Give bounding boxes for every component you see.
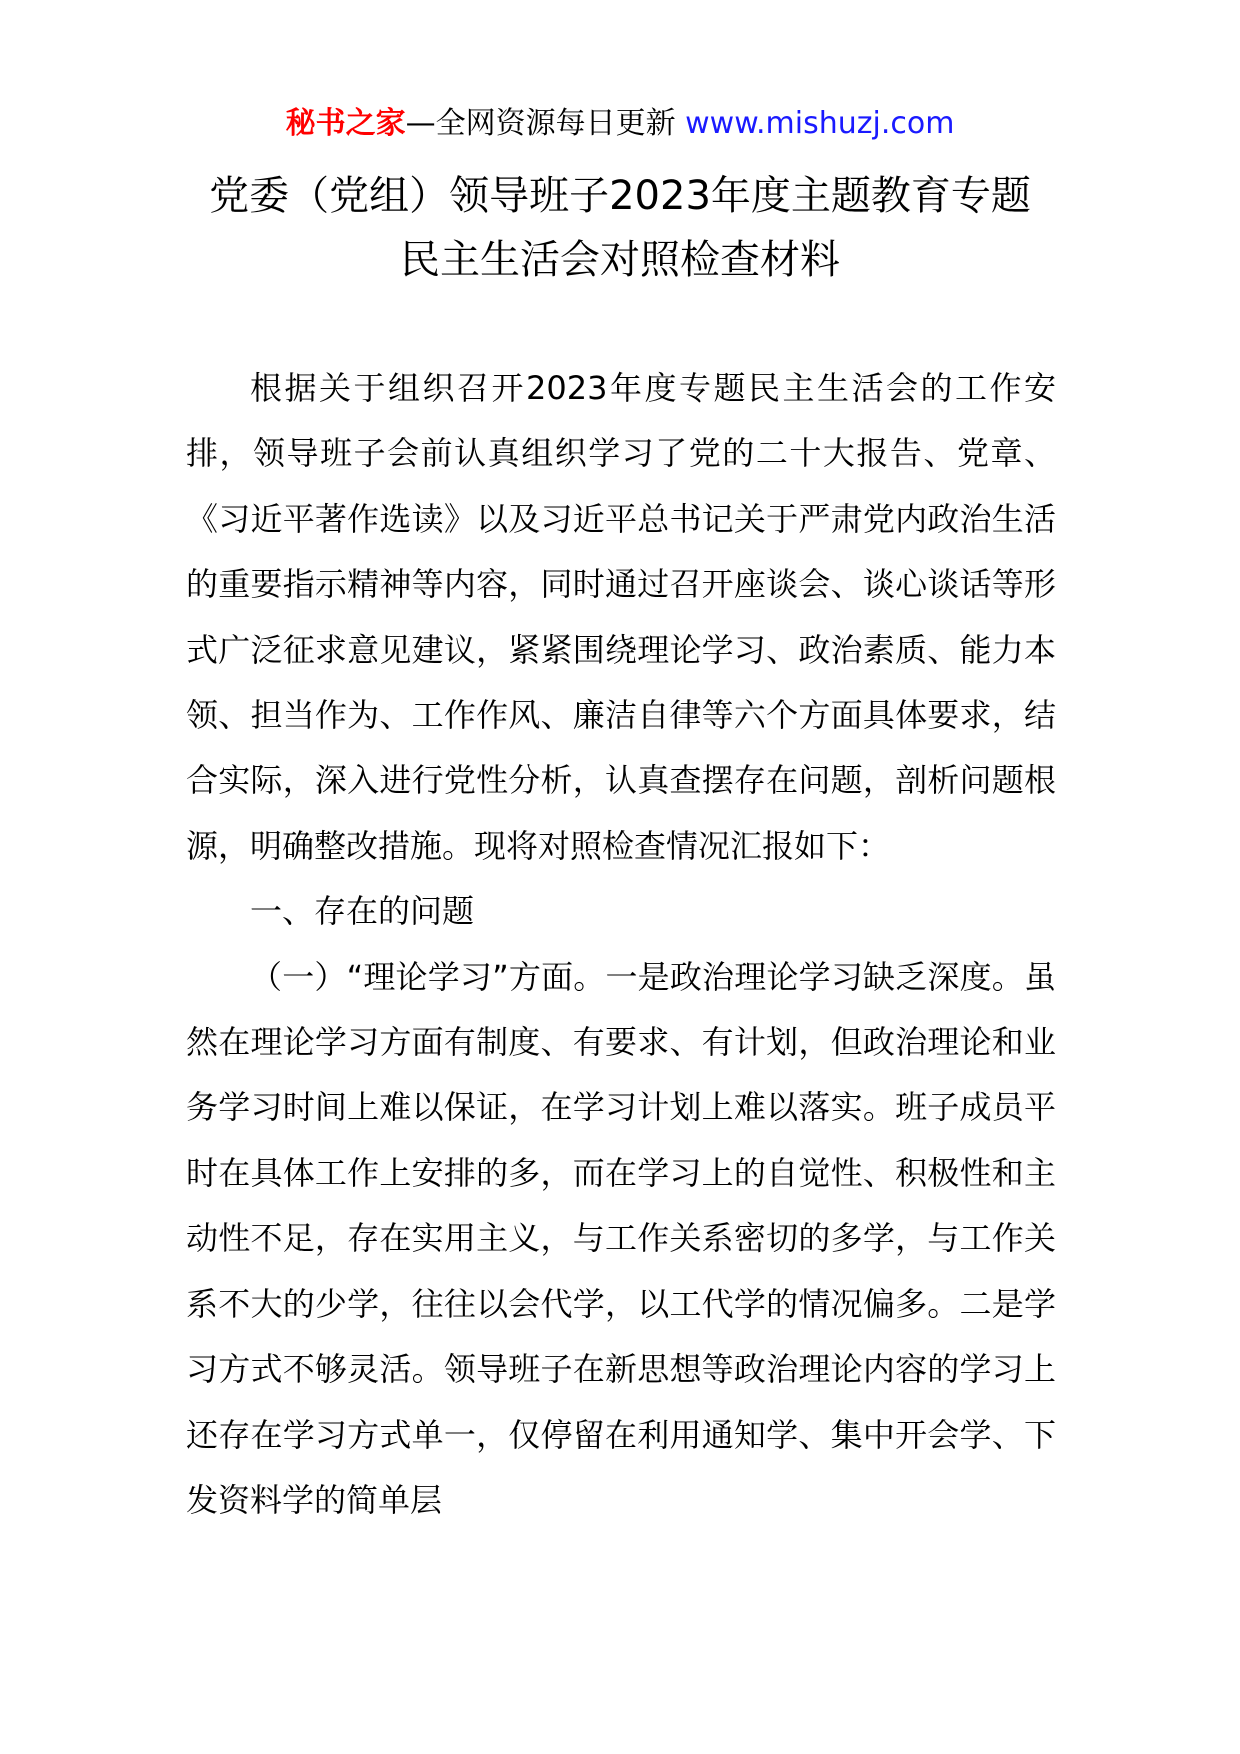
title-line-2: 民主生活会对照检查材料 [400,237,840,283]
document-body [186,356,1056,1533]
title-line-1: 党委（党组）领导班子2023年度主题教育专题 [209,173,1031,219]
body-paragraph: （一）“理论学习”方面。一是政治理论学习缺乏深度。虽然在理论学习方面有制度、有要求、有计划，但政治理论和业务学习时间上难以保证，在学习计划上难以落实。班子成员平时在具体工作上安排的多，而在学习上的自觉性、积极性和主动性不足，存在实用主义，与工作关系密切的多学，与工作关系不大的少学，往往以会代学，以工代学的情况偏多。二是学习方式不够灵活。领导班子在新思想等政治理论内容的学习上还存在学习方式单一，仅停留在利用通知学、集中开会学、下发资料学的简单层 [186,957,1056,1519]
watermark-brand: 秘书之家 [285,106,406,141]
intro-paragraph: 根据关于组织召开2023年度专题民主生活会的工作安排，领导班子会前认真组织学习了党的二十大报告、党章、《习近平著作选读》以及习近平总书记关于严肃党内政治生活的重要指示精神等内容，同时通过召开座谈会、谈心谈话等形式广泛征求意见建议，紧紧围绕理论学习、政治素质、能力本领、担当作为、工作作风、廉洁自律等六个方面具体要求，结合实际，深入进行党性分析，认真查摆存在问题，剖析问题根源，明确整改措施。现将对照检查情况汇报如下： [186,369,1056,865]
watermark-banner [0,102,1240,146]
watermark-text: —全网资源每日更新 [405,106,686,141]
document-title [150,164,1090,292]
watermark-url[interactable]: www.mishuzj.com [685,106,955,141]
section-heading: 一、存在的问题 [250,892,475,931]
